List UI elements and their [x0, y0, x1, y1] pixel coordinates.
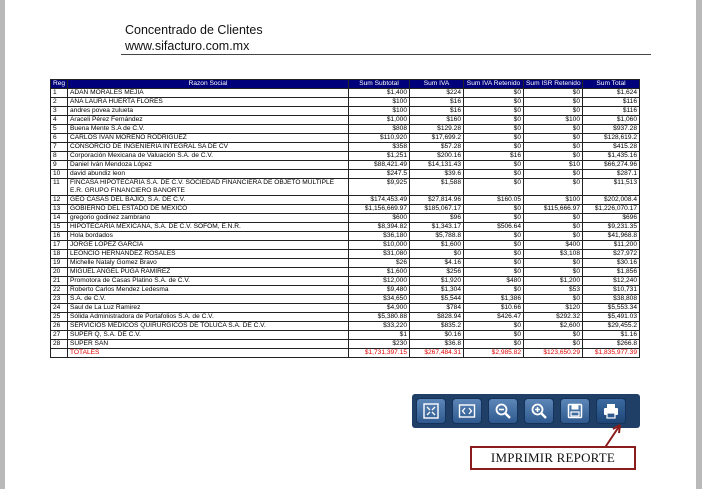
razon-social-cell: david abundiz leon	[68, 170, 349, 179]
reg-cell: 17	[51, 241, 68, 250]
subtotal-cell: $1,251	[349, 152, 410, 161]
iva-cell: $0	[410, 250, 464, 259]
total-cell: $1,226,070.17	[583, 205, 640, 214]
total-cell: $66,274.96	[583, 161, 640, 170]
isr-retenido-cell: $0	[524, 134, 583, 143]
reg-cell: 8	[51, 152, 68, 161]
table-row	[51, 205, 640, 214]
save-button[interactable]	[560, 398, 590, 424]
razon-social-cell: Saul de La Luz Ramirez	[68, 304, 349, 313]
total-cell: $937.28	[583, 125, 640, 134]
subtotal-cell: $33,220	[349, 322, 410, 331]
razon-social-cell: Buena Mente S.A de C.V.	[68, 125, 349, 134]
iva-retenido-cell: $0	[464, 268, 524, 277]
iva-cell: $1,304	[410, 286, 464, 295]
isr-retenido-cell: $2,600	[524, 322, 583, 331]
reg-cell: 20	[51, 268, 68, 277]
header-divider	[121, 54, 651, 55]
razon-social-cell: Hola bordados	[68, 232, 349, 241]
totals-total: $1,835,977.39	[583, 349, 640, 358]
reg-cell: 16	[51, 232, 68, 241]
iva-retenido-cell: $0	[464, 250, 524, 259]
razon-social-cell: FINCASA HIPOTECARIA S.A. DE C.V. SOCIEDAD FINANCIERA DE OBJETO MULTIPLE E.R. GRUPO FINANCIERO BANORTE	[68, 179, 349, 196]
razon-social-cell: SERVICIOS MEDICOS QUIRURGICOS DE TOLUCA S.A. DE C.V.	[68, 322, 349, 331]
totals-iva: $267,484.31	[410, 349, 464, 358]
table-row	[51, 196, 640, 205]
total-cell: $696	[583, 214, 640, 223]
zoom-in-button[interactable]	[524, 398, 554, 424]
table-row	[51, 286, 640, 295]
table-row	[51, 313, 640, 322]
reg-cell: 15	[51, 223, 68, 232]
total-cell: $38,808	[583, 295, 640, 304]
table-row	[51, 295, 640, 304]
col-header-isr-retenido: Sum ISR Retenido	[524, 80, 583, 89]
razon-social-cell: CONSORCIO DE INGENIERIA INTEGRAL SA DE CV	[68, 143, 349, 152]
subtotal-cell: $1,600	[349, 268, 410, 277]
razon-social-cell: JORGE LOPEZ GARCIA	[68, 241, 349, 250]
table-row	[51, 250, 640, 259]
isr-retenido-cell: $0	[524, 232, 583, 241]
razon-social-cell: MIGUEL ANGEL PUGA RAMIREZ	[68, 268, 349, 277]
iva-retenido-cell: $1,386	[464, 295, 524, 304]
razon-social-cell: SUPER SAN	[68, 340, 349, 349]
iva-cell: $224	[410, 89, 464, 98]
totals-reg-cell	[51, 349, 68, 358]
isr-retenido-cell: $0	[524, 268, 583, 277]
total-cell: $10,731	[583, 286, 640, 295]
iva-retenido-cell: $0	[464, 179, 524, 196]
iva-cell: $36.8	[410, 340, 464, 349]
iva-retenido-cell: $0	[464, 340, 524, 349]
col-header-subtotal: Sum Subtotal	[349, 80, 410, 89]
totals-label: TOTALES	[68, 349, 349, 358]
isr-retenido-cell: $0	[524, 152, 583, 161]
table-row	[51, 107, 640, 116]
total-cell: $30.16	[583, 259, 640, 268]
totals-row	[51, 349, 640, 358]
col-header-reg: Reg	[51, 80, 68, 89]
iva-retenido-cell: $0	[464, 214, 524, 223]
table-row	[51, 268, 640, 277]
subtotal-cell: $1	[349, 331, 410, 340]
table-header-row	[51, 80, 640, 89]
clients-table	[50, 79, 640, 358]
iva-cell: $16	[410, 107, 464, 116]
iva-cell: $1,600	[410, 241, 464, 250]
table-row	[51, 116, 640, 125]
iva-cell: $14,131.43	[410, 161, 464, 170]
table-row	[51, 143, 640, 152]
iva-retenido-cell: $10.66	[464, 304, 524, 313]
col-header-total: Sum Total	[583, 80, 640, 89]
razon-social-cell: Daniel Iván Mendoza López	[68, 161, 349, 170]
razon-social-cell: andres povea zulueta	[68, 107, 349, 116]
subtotal-cell: $808	[349, 125, 410, 134]
table-row	[51, 214, 640, 223]
subtotal-cell: $1,000	[349, 116, 410, 125]
isr-retenido-cell: $0	[524, 223, 583, 232]
razon-social-cell: ADAN MORALES MEJIA	[68, 89, 349, 98]
iva-retenido-cell: $0	[464, 89, 524, 98]
reg-cell: 21	[51, 277, 68, 286]
subtotal-cell: $230	[349, 340, 410, 349]
isr-retenido-cell: $100	[524, 196, 583, 205]
iva-cell: $1,588	[410, 179, 464, 196]
iva-cell: $17,699.2	[410, 134, 464, 143]
razon-social-cell: Michelle Nataly Gomez Bravo	[68, 259, 349, 268]
iva-cell: $96	[410, 214, 464, 223]
fit-page-button[interactable]	[416, 398, 446, 424]
isr-retenido-cell: $292.32	[524, 313, 583, 322]
reg-cell: 25	[51, 313, 68, 322]
iva-retenido-cell: $16	[464, 152, 524, 161]
reg-cell: 11	[51, 179, 68, 196]
iva-retenido-cell: $0	[464, 170, 524, 179]
iva-retenido-cell: $480	[464, 277, 524, 286]
table-row	[51, 161, 640, 170]
razon-social-cell: gregorio godinez zambrano	[68, 214, 349, 223]
iva-cell: $828.94	[410, 313, 464, 322]
fit-page-icon	[422, 402, 440, 420]
table-row	[51, 152, 640, 161]
isr-retenido-cell: $0	[524, 125, 583, 134]
total-cell: $1,624	[583, 89, 640, 98]
isr-retenido-cell: $0	[524, 107, 583, 116]
razon-social-cell: Corporación Mexicana de Valuación S.A. de C.V.	[68, 152, 349, 161]
iva-retenido-cell: $0	[464, 205, 524, 214]
reg-cell: 9	[51, 161, 68, 170]
total-cell: $11,200	[583, 241, 640, 250]
table-row	[51, 277, 640, 286]
reg-cell: 23	[51, 295, 68, 304]
table-row	[51, 241, 640, 250]
total-cell: $415.28	[583, 143, 640, 152]
table-row	[51, 170, 640, 179]
reg-cell: 26	[51, 322, 68, 331]
totals-iva-retenido: $2,985.82	[464, 349, 524, 358]
isr-retenido-cell: $0	[524, 295, 583, 304]
iva-retenido-cell: $506.64	[464, 223, 524, 232]
iva-cell: $784	[410, 304, 464, 313]
reg-cell: 1	[51, 89, 68, 98]
razon-social-cell: LEONCIO HERNANDEZ ROSALES	[68, 250, 349, 259]
subtotal-cell: $10,000	[349, 241, 410, 250]
total-cell: $266.8	[583, 340, 640, 349]
reg-cell: 18	[51, 250, 68, 259]
reg-cell: 22	[51, 286, 68, 295]
iva-retenido-cell: $160.05	[464, 196, 524, 205]
iva-cell: $1,920	[410, 277, 464, 286]
isr-retenido-cell: $0	[524, 179, 583, 196]
isr-retenido-cell: $400	[524, 241, 583, 250]
isr-retenido-cell: $0	[524, 143, 583, 152]
fit-width-icon	[458, 402, 476, 420]
total-cell: $29,455.2	[583, 322, 640, 331]
subtotal-cell: $247.5	[349, 170, 410, 179]
razon-social-cell: HIPOTECARIA MEXICANA, S.A. DE C.V. SOFOM, E.N.R.	[68, 223, 349, 232]
subtotal-cell: $31,080	[349, 250, 410, 259]
reg-cell: 4	[51, 116, 68, 125]
total-cell: $1,060	[583, 116, 640, 125]
iva-cell: $200.16	[410, 152, 464, 161]
iva-cell: $835.2	[410, 322, 464, 331]
iva-cell: $16	[410, 98, 464, 107]
isr-retenido-cell: $0	[524, 89, 583, 98]
table-row	[51, 304, 640, 313]
iva-cell: $57.28	[410, 143, 464, 152]
reg-cell: 19	[51, 259, 68, 268]
total-cell: $1,856	[583, 268, 640, 277]
total-cell: $116	[583, 107, 640, 116]
reg-cell: 7	[51, 143, 68, 152]
zoom-out-button[interactable]	[488, 398, 518, 424]
subtotal-cell: $9,480	[349, 286, 410, 295]
subtotal-cell: $1,156,669.97	[349, 205, 410, 214]
subtotal-cell: $34,650	[349, 295, 410, 304]
table-row	[51, 331, 640, 340]
subtotal-cell: $9,925	[349, 179, 410, 196]
iva-cell: $27,814.96	[410, 196, 464, 205]
razon-social-cell: GEO CASAS DEL BAJIO, S.A. DE C.V.	[68, 196, 349, 205]
isr-retenido-cell: $3,108	[524, 250, 583, 259]
iva-retenido-cell: $0	[464, 322, 524, 331]
iva-cell: $256	[410, 268, 464, 277]
table-row	[51, 340, 640, 349]
total-cell: $5,553.34	[583, 304, 640, 313]
iva-retenido-cell: $0	[464, 331, 524, 340]
iva-cell: $1,343.17	[410, 223, 464, 232]
table-row	[51, 223, 640, 232]
iva-retenido-cell: $426.47	[464, 313, 524, 322]
table-row	[51, 259, 640, 268]
totals-isr-retenido: $123,650.29	[524, 349, 583, 358]
reg-cell: 14	[51, 214, 68, 223]
total-cell: $128,619.2	[583, 134, 640, 143]
razon-social-cell: Araceli Pérez Fernández	[68, 116, 349, 125]
subtotal-cell: $4,900	[349, 304, 410, 313]
reg-cell: 3	[51, 107, 68, 116]
total-cell: $5,491.03	[583, 313, 640, 322]
total-cell: $287.1	[583, 170, 640, 179]
subtotal-cell: $5,380.88	[349, 313, 410, 322]
table-row	[51, 98, 640, 107]
iva-retenido-cell: $0	[464, 125, 524, 134]
reg-cell: 12	[51, 196, 68, 205]
isr-retenido-cell: $10	[524, 161, 583, 170]
iva-retenido-cell: $0	[464, 116, 524, 125]
iva-retenido-cell: $0	[464, 286, 524, 295]
report-website: www.sifacturo.com.mx	[125, 39, 250, 53]
reg-cell: 2	[51, 98, 68, 107]
iva-cell: $129.28	[410, 125, 464, 134]
isr-retenido-cell: $0	[524, 98, 583, 107]
iva-retenido-cell: $0	[464, 241, 524, 250]
report-title: Concentrado de Clientes	[125, 23, 263, 37]
reg-cell: 27	[51, 331, 68, 340]
subtotal-cell: $100	[349, 98, 410, 107]
isr-retenido-cell: $0	[524, 214, 583, 223]
reg-cell: 24	[51, 304, 68, 313]
isr-retenido-cell: $120	[524, 304, 583, 313]
iva-cell: $5,544	[410, 295, 464, 304]
reg-cell: 13	[51, 205, 68, 214]
razon-social-cell: Promotora de Casas Platino S.A. de C.V.	[68, 277, 349, 286]
subtotal-cell: $26	[349, 259, 410, 268]
total-cell: $9,231.35	[583, 223, 640, 232]
isr-retenido-cell: $1,200	[524, 277, 583, 286]
totals-subtotal: $1,731,397.15	[349, 349, 410, 358]
fit-width-button[interactable]	[452, 398, 482, 424]
subtotal-cell: $36,180	[349, 232, 410, 241]
total-cell: $41,968.8	[583, 232, 640, 241]
total-cell: $1,435.16	[583, 152, 640, 161]
subtotal-cell: $12,000	[349, 277, 410, 286]
total-cell: $12,240	[583, 277, 640, 286]
table-row	[51, 179, 640, 196]
total-cell: $116	[583, 98, 640, 107]
total-cell: $202,008.4	[583, 196, 640, 205]
iva-retenido-cell: $0	[464, 134, 524, 143]
table-row	[51, 322, 640, 331]
isr-retenido-cell: $115,666.97	[524, 205, 583, 214]
subtotal-cell: $100	[349, 107, 410, 116]
reg-cell: 10	[51, 170, 68, 179]
isr-retenido-cell: $0	[524, 170, 583, 179]
iva-retenido-cell: $0	[464, 259, 524, 268]
subtotal-cell: $1,400	[349, 89, 410, 98]
iva-cell: $160	[410, 116, 464, 125]
zoom-in-icon	[530, 402, 548, 420]
iva-cell: $185,067.17	[410, 205, 464, 214]
total-cell: $1.16	[583, 331, 640, 340]
total-cell: $11,513	[583, 179, 640, 196]
print-icon	[602, 402, 620, 420]
table-row	[51, 125, 640, 134]
iva-cell: $0.16	[410, 331, 464, 340]
total-cell: $27,972	[583, 250, 640, 259]
razon-social-cell: S.A. de C.V.	[68, 295, 349, 304]
razon-social-cell: GOBIERNO DEL ESTADO DE MEXICO	[68, 205, 349, 214]
iva-retenido-cell: $0	[464, 161, 524, 170]
subtotal-cell: $8,394.82	[349, 223, 410, 232]
print-report-callout: IMPRIMIR REPORTE	[470, 446, 636, 470]
report-header	[125, 22, 263, 54]
isr-retenido-cell: $53	[524, 286, 583, 295]
iva-cell: $39.6	[410, 170, 464, 179]
subtotal-cell: $600	[349, 214, 410, 223]
subtotal-cell: $110,920	[349, 134, 410, 143]
razon-social-cell: ANA LAURA HUERTA FLORES	[68, 98, 349, 107]
razon-social-cell: Sólida Administradora de Portafolios S.A. de C.V.	[68, 313, 349, 322]
iva-cell: $5,788.8	[410, 232, 464, 241]
iva-retenido-cell: $0	[464, 232, 524, 241]
subtotal-cell: $358	[349, 143, 410, 152]
col-header-iva: Sum IVA	[410, 80, 464, 89]
zoom-out-icon	[494, 402, 512, 420]
viewer-scrollbar[interactable]	[696, 0, 702, 489]
col-header-iva-retenido: Sum IVA Retenido	[464, 80, 524, 89]
save-icon	[566, 402, 584, 420]
isr-retenido-cell: $0	[524, 340, 583, 349]
isr-retenido-cell: $100	[524, 116, 583, 125]
razon-social-cell: Roberto Carlos Mendez Ledesma	[68, 286, 349, 295]
razon-social-cell: CARLOS IVAN MORENO RODRIGUEZ	[68, 134, 349, 143]
reg-cell: 5	[51, 125, 68, 134]
isr-retenido-cell: $0	[524, 331, 583, 340]
col-header-razon-social: Razon Social	[68, 80, 349, 89]
subtotal-cell: $174,453.49	[349, 196, 410, 205]
table-row	[51, 134, 640, 143]
subtotal-cell: $88,421.49	[349, 161, 410, 170]
table-row	[51, 89, 640, 98]
iva-retenido-cell: $0	[464, 107, 524, 116]
reg-cell: 6	[51, 134, 68, 143]
reg-cell: 28	[51, 340, 68, 349]
iva-cell: $4.16	[410, 259, 464, 268]
table-row	[51, 232, 640, 241]
isr-retenido-cell: $0	[524, 259, 583, 268]
iva-retenido-cell: $0	[464, 143, 524, 152]
razon-social-cell: SUPER Q, S.A. DE C.V.	[68, 331, 349, 340]
iva-retenido-cell: $0	[464, 98, 524, 107]
